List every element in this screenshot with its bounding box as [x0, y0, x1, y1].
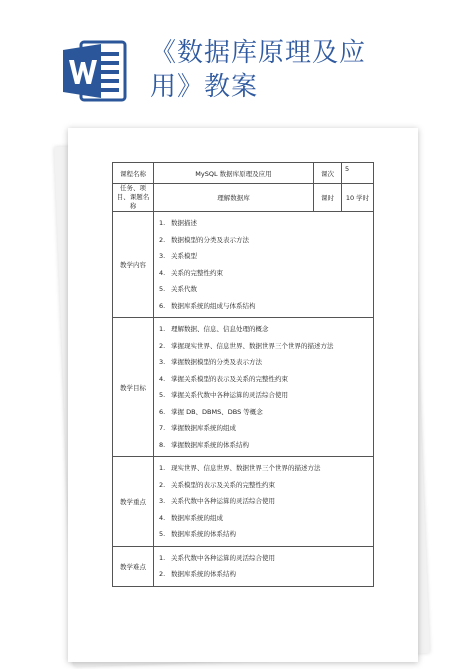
- lesson-plan-table: [112, 162, 374, 587]
- item-text: 掌握数据模型的分类及表示方法: [171, 358, 262, 366]
- item-text: 现实世界、信息世界、数据世界三个世界的描述方法: [171, 464, 321, 472]
- item-number: 3.: [159, 497, 166, 505]
- item-number: 2.: [159, 341, 166, 350]
- course-name-value: MySQL 数据库原理及应用: [154, 163, 314, 184]
- item-text: 数据库系统的体系结构: [171, 570, 236, 578]
- list-item: [159, 232, 370, 249]
- item-text: 掌握数据库系统的体系结构: [171, 440, 249, 449]
- title-line-1: 《数据库原理及应: [150, 38, 367, 68]
- list-item: [159, 477, 370, 494]
- hours-value: 10 学时: [342, 184, 374, 212]
- item-number: 5.: [159, 391, 166, 399]
- section-label: 教学内容: [113, 212, 154, 318]
- list-item: [159, 404, 370, 421]
- item-text: 数据模型的分类及表示方法: [171, 235, 249, 244]
- table-row: [113, 212, 374, 318]
- section-content: [154, 318, 374, 457]
- item-number: 2.: [159, 235, 166, 244]
- course-name-label: 课程名称: [113, 163, 154, 184]
- session-label: 课次: [314, 163, 342, 184]
- item-list: [157, 457, 370, 546]
- item-number: 6.: [159, 301, 166, 310]
- list-item: [159, 526, 370, 543]
- item-text: 掌握 DB、DBMS、DBS 等概念: [171, 407, 263, 416]
- item-text: 关系代数中各种运算的灵活综合使用: [171, 553, 275, 562]
- list-item: [159, 371, 370, 388]
- item-text: 掌握数据库系统的组成: [171, 424, 236, 432]
- item-text: 掌握关系模型的表示及关系的完整性约束: [171, 374, 288, 383]
- section-content: [154, 457, 374, 547]
- item-number: 3.: [159, 252, 166, 260]
- item-number: 1.: [159, 325, 166, 333]
- item-number: 7.: [159, 424, 166, 432]
- document-title: [150, 36, 465, 104]
- list-item: [159, 338, 370, 355]
- item-number: 2.: [159, 570, 166, 578]
- item-number: 4.: [159, 374, 166, 383]
- item-text: 理解数据、信息、信息处理的概念: [171, 325, 269, 333]
- item-text: 数据库系统的组成与体系结构: [171, 301, 256, 310]
- section-content: [154, 546, 374, 586]
- list-item: [159, 550, 370, 567]
- item-number: 5.: [159, 285, 166, 293]
- item-number: 4.: [159, 268, 166, 277]
- item-number: 3.: [159, 358, 166, 366]
- list-item: [159, 437, 370, 454]
- table-row: [113, 163, 374, 184]
- item-text: 关系的完整性约束: [171, 268, 223, 277]
- list-item: [159, 493, 370, 510]
- item-text: 掌握关系代数中各种运算的灵活综合使用: [171, 391, 288, 399]
- list-item: [159, 298, 370, 315]
- table-row: [113, 457, 374, 547]
- list-item: [159, 566, 370, 583]
- item-number: 2.: [159, 480, 166, 489]
- section-label: 教学重点: [113, 457, 154, 547]
- list-item: [159, 510, 370, 527]
- item-text: 掌握现实世界、信息世界、数据世界三个世界的描述方法: [171, 341, 334, 350]
- section-label: 教学目标: [113, 318, 154, 457]
- item-number: 5.: [159, 530, 166, 538]
- item-number: 6.: [159, 407, 166, 416]
- item-number: 4.: [159, 513, 166, 522]
- session-value: 5: [342, 163, 374, 184]
- hours-label: 课时: [314, 184, 342, 212]
- item-text: 关系模型的表示及关系的完整性约束: [171, 480, 275, 489]
- list-item: [159, 354, 370, 371]
- list-item: [159, 265, 370, 282]
- list-item: [159, 420, 370, 437]
- item-list: [157, 212, 370, 317]
- item-number: 8.: [159, 440, 166, 449]
- item-text: 数据库系统的体系结构: [171, 530, 236, 538]
- table-row: [113, 318, 374, 457]
- item-text: 关系模型: [171, 252, 197, 260]
- item-number: 1.: [159, 464, 166, 472]
- table-row: [113, 184, 374, 212]
- item-text: 数据库系统的组成: [171, 513, 223, 522]
- item-text: 关系代数中各种运算的灵活综合使用: [171, 497, 275, 505]
- item-list: [157, 547, 370, 586]
- list-item: [159, 248, 370, 265]
- list-item: [159, 460, 370, 477]
- table-row: [113, 546, 374, 586]
- task-label: 任务、项目、课题名称: [113, 184, 154, 212]
- list-item: [159, 321, 370, 338]
- section-label: 教学难点: [113, 546, 154, 586]
- item-list: [157, 318, 370, 456]
- word-doc-icon: [61, 38, 127, 104]
- item-number: 1.: [159, 219, 166, 227]
- title-line-2: 用》教案: [150, 72, 259, 102]
- list-item: [159, 387, 370, 404]
- section-content: [154, 212, 374, 318]
- item-number: 1.: [159, 553, 166, 562]
- list-item: [159, 281, 370, 298]
- list-item: [159, 215, 370, 232]
- task-value: 理解数据库: [154, 184, 314, 212]
- item-text: 数据描述: [171, 219, 197, 227]
- item-text: 关系代数: [171, 285, 197, 293]
